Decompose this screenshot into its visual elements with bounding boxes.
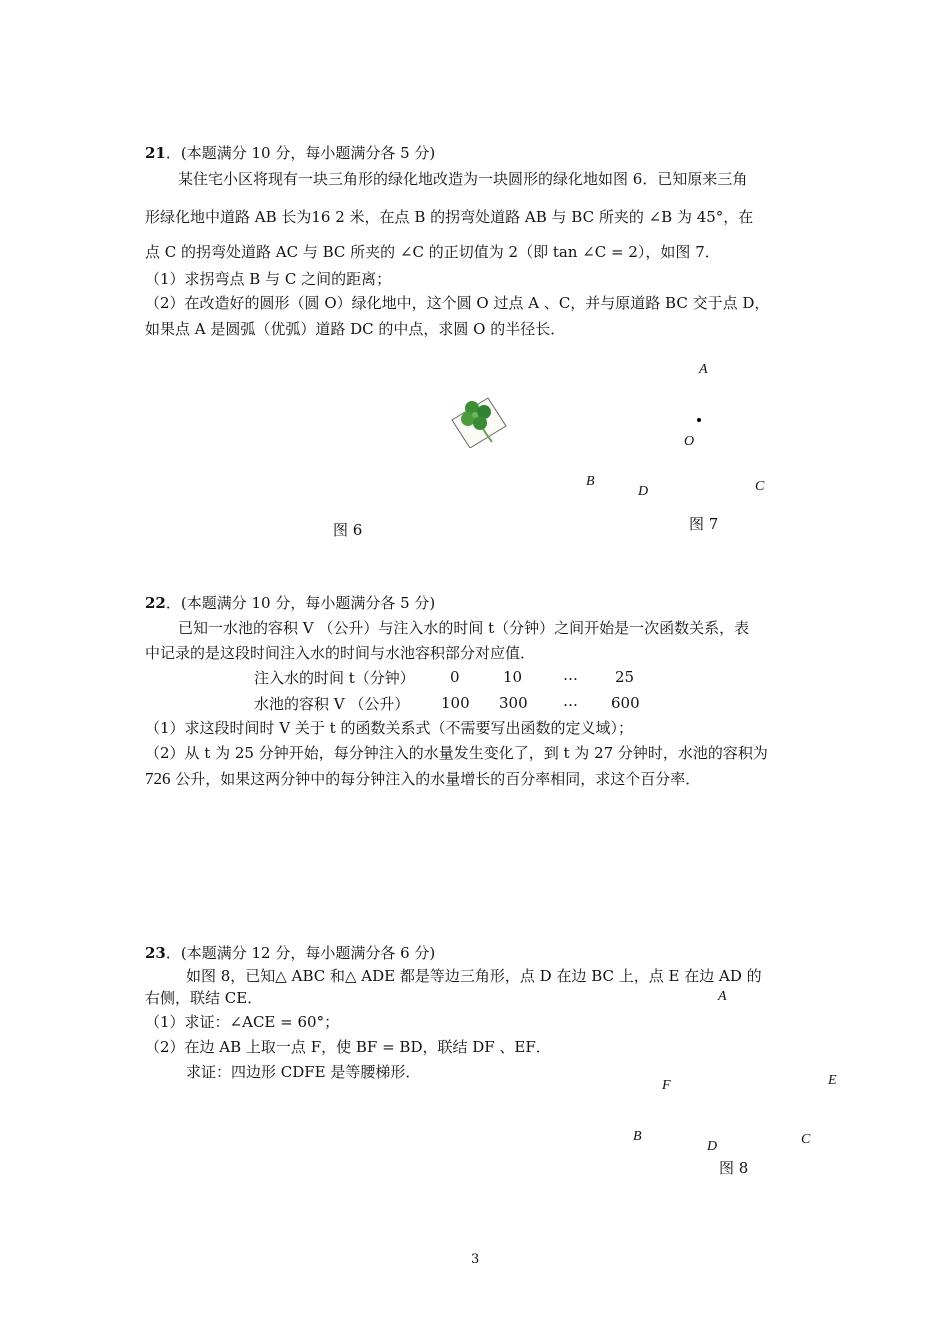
q22-table-cell: 600	[611, 694, 640, 712]
q22-header	[145, 593, 435, 613]
q23-part3: 求证：四边形 CDFE 是等腰梯形．	[186, 1063, 421, 1081]
q22-number: 22	[145, 594, 166, 612]
q21-part2a: （2）在改造好的圆形（圆 O）绿化地中，这个圆 O 过点 A 、C，并与原道路 BC 交于点 D，	[145, 294, 770, 312]
q23-header-text: ．(本题满分 12 分，每小题满分各 6 分)	[165, 944, 436, 962]
q22-line2: 中记录的是这段时间注入水的时间与水池容积部分对应值．	[145, 644, 536, 662]
fig8-label-a: A	[718, 989, 727, 1004]
q22-part2a: （2）从 t 为 25 分钟开始，每分钟注入的水量发生变化了，到 t 为 27 分钟时，水池的容积为	[145, 744, 768, 762]
q23-line2: 右侧，联结 CE．	[145, 989, 263, 1007]
q21-line2: 形绿化地中道路 AB 长为16 2 米，在点 B 的拐弯处道路 AB 与 BC 所夹的 ∠B 为 45°，在	[145, 208, 754, 226]
q21-part1: （1）求拐弯点 B 与 C 之间的距离；	[145, 270, 392, 288]
q22-part2b-text: 公升，如果这两分钟中的每分钟注入的水量增长的百分率相同，求这个百分率．	[170, 770, 701, 788]
fig8-label-d: D	[707, 1139, 718, 1154]
q22-table-cell: 300	[499, 694, 528, 712]
q22-part2b	[145, 769, 700, 789]
q21-part2b: 如果点 A 是圆弧（优弧）道路 DC 的中点，求圆 O 的半径长．	[145, 320, 566, 338]
q21-header	[145, 143, 435, 163]
q22-table-cell: 25	[615, 668, 635, 686]
fig7-label-o: O	[684, 434, 695, 449]
q22-line1: 已知一水池的容积 V （公升）与注入水的时间 t（分钟）之间开始是一次函数关系，表	[178, 619, 750, 637]
q23-header	[145, 943, 435, 963]
q22-table-cell: 100	[441, 694, 470, 712]
q22-volume-value: 726	[145, 769, 171, 788]
q23-part1: （1）求证：∠ACE = 60°；	[145, 1013, 340, 1031]
q23-number: 23	[145, 944, 166, 962]
q21-number: 21	[145, 144, 166, 162]
fig6-clover-image	[448, 390, 510, 448]
q22-header-text: ．(本题满分 10 分，每小题满分各 5 分)	[165, 594, 436, 612]
fig7-center-dot	[697, 418, 701, 422]
fig6-caption: 图 6	[333, 521, 363, 539]
q22-part1: （1）求这段时间时 V 关于 t 的函数关系式（不需要写出函数的定义域）；	[145, 719, 633, 737]
q21-line1: 某住宅小区将现有一块三角形的绿化地改造为一块圆形的绿化地如图 6．已知原来三角	[178, 170, 748, 188]
q22-table-cell: …	[563, 666, 578, 684]
fig8-label-c: C	[801, 1132, 811, 1147]
fig7-caption: 图 7	[689, 515, 719, 533]
q22-table-cell: …	[563, 692, 578, 710]
fig8-caption: 图 8	[719, 1159, 749, 1177]
fig8-label-f: F	[662, 1078, 671, 1093]
q22-table-cell: 10	[503, 668, 523, 686]
q22-table-row1-label: 注入水的时间 t（分钟）	[254, 669, 415, 687]
page-number: 3	[471, 1252, 480, 1267]
q23-part2: （2）在边 AB 上取一点 F，使 BF = BD，联结 DF 、EF．	[145, 1038, 551, 1056]
fig8-label-e: E	[828, 1073, 837, 1088]
fig8-label-b: B	[633, 1129, 642, 1144]
q22-table-cell: 0	[450, 668, 460, 686]
q22-table-row2-label: 水池的容积 V （公升）	[254, 695, 410, 713]
fig7-label-a: A	[699, 362, 708, 377]
fig7-label-b: B	[586, 474, 595, 489]
q23-line1: 如图 8，已知△ ABC 和△ ADE 都是等边三角形，点 D 在边 BC 上，点 E 在边 AD 的	[186, 967, 762, 985]
fig7-label-d: D	[638, 484, 649, 499]
fig7-label-c: C	[755, 479, 765, 494]
q21-line3: 点 C 的拐弯处道路 AC 与 BC 所夹的 ∠C 的正切值为 2（即 tan ∠C = 2），如图 7．	[145, 243, 720, 261]
q21-header-text: ．(本题满分 10 分，每小题满分各 5 分)	[165, 144, 436, 162]
